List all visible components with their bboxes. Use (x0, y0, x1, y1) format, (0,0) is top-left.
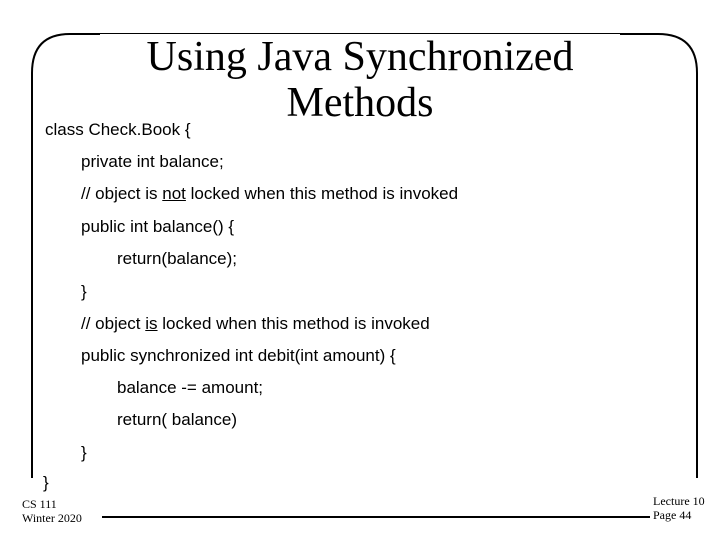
footer-page: Page 44 (653, 508, 692, 522)
method-balance-close: } (81, 282, 87, 301)
comment-not-locked (81, 184, 458, 204)
field-declaration: private int balance; (81, 152, 224, 171)
class-declaration: class Check.Book { (45, 120, 191, 139)
method-balance-signature: public int balance() { (81, 217, 235, 236)
footer-lecture: Lecture 10 (653, 494, 705, 508)
method-debit-close: } (81, 443, 87, 462)
method-balance-body: return(balance); (117, 249, 238, 268)
title-line-1: Using Java Synchronized (146, 34, 574, 80)
method-debit-signature: public synchronized int debit(int amount) { (81, 346, 396, 365)
title-line-2: Methods (286, 80, 434, 126)
footer-left (22, 497, 82, 525)
comment-1-emphasis: not (162, 184, 186, 203)
class-close: } (43, 473, 49, 492)
footer-right (653, 494, 705, 522)
comment-1-suffix: locked when this method is invoked (185, 184, 459, 203)
comment-2-prefix: // object (81, 314, 146, 333)
footer-course: CS 111 (22, 497, 57, 511)
comment-2-emphasis: is (145, 314, 158, 333)
comment-1-prefix: // object is (81, 184, 163, 203)
slide-title (100, 34, 620, 126)
method-debit-line-1: balance -= amount; (117, 378, 264, 397)
footer-term: Winter 2020 (22, 511, 82, 525)
method-debit-line-2: return( balance) (117, 410, 238, 429)
comment-2-suffix: locked when this method is invoked (157, 314, 430, 333)
comment-locked (81, 314, 430, 334)
